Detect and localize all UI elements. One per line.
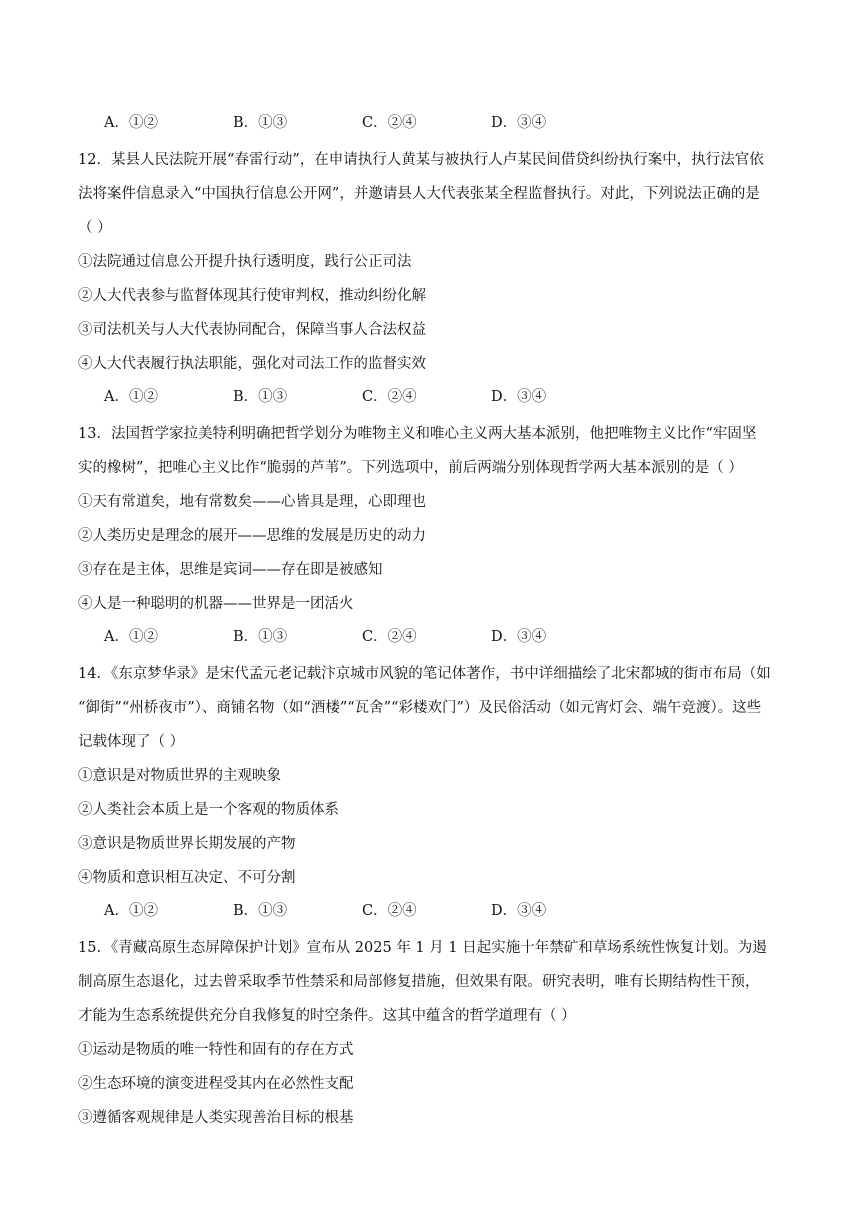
question-13: [78, 417, 784, 651]
option-d[interactable]: D．③④: [491, 903, 547, 919]
question-stem-line: 13．法国哲学家拉美特利明确把哲学划分为唯物主义和唯心主义两大基本派别，他把唯物主义比作“牢固坚: [78, 426, 757, 442]
statement-item: ④物质和意识相互决定、不可分割: [78, 870, 296, 886]
option-a[interactable]: A．①②: [104, 115, 158, 131]
statement-item: ④人是一种聪明的机器——世界是一团活火: [78, 596, 354, 612]
option-a[interactable]: A．①②: [104, 389, 158, 405]
question-stem-line: 实的橡树”，把唯心主义比作“脆弱的芦苇”。下列选项中，前后两端分别体现哲学两大基本派别的是（ ）: [78, 460, 743, 476]
question-stem-line: 记载体现了（ ）: [78, 734, 185, 750]
statement-item: ③存在是主体，思维是宾词——存在即是被感知: [78, 562, 383, 578]
option-a[interactable]: A．①②: [104, 629, 158, 645]
statement-item: ③意识是物质世界长期发展的产物: [78, 836, 296, 852]
option-b[interactable]: B．①③: [233, 903, 288, 919]
statement-item: ①天有常道矣，地有常数矣——心皆具是理，心即理也: [78, 494, 426, 510]
statement-item: ④人大代表履行执法职能，强化对司法工作的监督实效: [78, 356, 426, 372]
statement-item: ①意识是对物质世界的主观映象: [78, 768, 281, 784]
question-stem-line: 才能为生态系统提供充分自我修复的时空条件。这其中蕴含的哲学道理有（ ）: [78, 1008, 576, 1024]
question-12: [78, 143, 784, 411]
statement-item: ③司法机关与人大代表协同配合，保障当事人合法权益: [78, 322, 426, 338]
answer-blank: （ ）: [78, 220, 112, 236]
exam-page: [78, 109, 784, 1135]
option-b[interactable]: B．①③: [233, 629, 288, 645]
option-b[interactable]: B．①③: [233, 115, 288, 131]
question-stem-line: 12．某县人民法院开展“春雷行动”，在申请执行人黄某与被执行人卢某民间借贷纠纷执行案中，执行法官依: [78, 152, 764, 168]
q12-options: [78, 383, 784, 411]
question-stem-line: “御街”“州桥夜市”）、商铺名物（如“酒楼”“瓦舍”“彩楼欢门”）及民俗活动（如元宵灯会、端午竞渡）。这些: [78, 700, 762, 716]
question-14: [78, 657, 784, 925]
option-c[interactable]: C．②④: [362, 629, 417, 645]
option-d[interactable]: D．③④: [491, 629, 547, 645]
statement-item: ①运动是物质的唯一特性和固有的存在方式: [78, 1042, 354, 1058]
option-c[interactable]: C．②④: [362, 389, 417, 405]
q14-options: [78, 897, 784, 925]
statement-item: ①法院通过信息公开提升执行透明度，践行公正司法: [78, 254, 412, 270]
question-stem-line: 14．《东京梦华录》是宋代孟元老记载汴京城市风貌的笔记体著作，书中详细描绘了北宋都城的街市布局（如: [78, 666, 771, 682]
option-a[interactable]: A．①②: [104, 903, 158, 919]
question-stem-line: 制高原生态退化，过去曾采取季节性禁采和局部修复措施，但效果有限。研究表明，唯有长期结构性干预，: [78, 974, 760, 990]
statement-item: ②人类社会本质上是一个客观的物质体系: [78, 802, 339, 818]
option-c[interactable]: C．②④: [362, 115, 417, 131]
question-stem-line: 法将案件信息录入“中国执行信息公开网”，并邀请县人大代表张某全程监督执行。对此，下列说法正确的是: [78, 186, 760, 202]
option-b[interactable]: B．①③: [233, 389, 288, 405]
statement-item: ②生态环境的演变进程受其内在必然性支配: [78, 1076, 354, 1092]
statement-item: ②人大代表参与监督体现其行使审判权，推动纠纷化解: [78, 288, 426, 304]
q11-options: [78, 109, 784, 137]
question-15: [78, 931, 784, 1135]
statement-item: ③遵循客观规律是人类实现善治目标的根基: [78, 1110, 354, 1126]
statement-item: ②人类历史是理念的展开——思维的发展是历史的动力: [78, 528, 426, 544]
question-stem-line: 15．《青藏高原生态屏障保护计划》宣布从 2025 年 1 月 1 日起实施十年禁矿和草场系统性恢复计划。为遏: [78, 940, 767, 956]
option-c[interactable]: C．②④: [362, 903, 417, 919]
q13-options: [78, 623, 784, 651]
option-d[interactable]: D．③④: [491, 115, 547, 131]
option-d[interactable]: D．③④: [491, 389, 547, 405]
